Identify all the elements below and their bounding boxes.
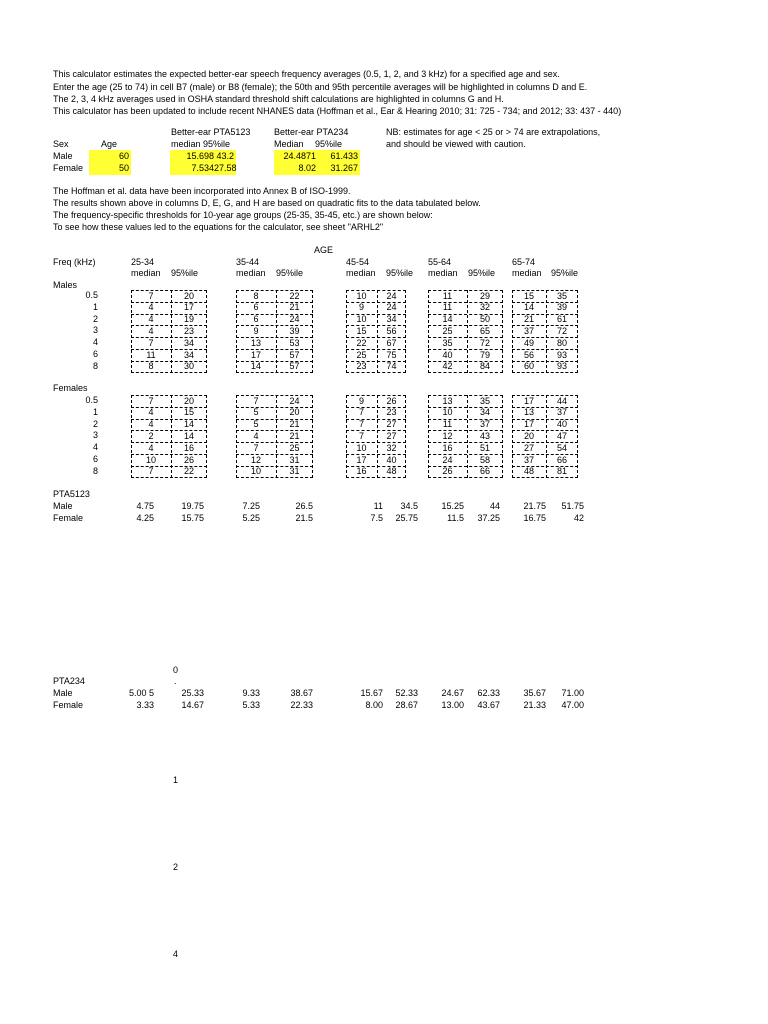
pta234-male-median-value: 35.67: [523, 688, 546, 698]
pct95-cell: 20: [289, 407, 300, 418]
pct95-cell: 24: [386, 290, 397, 301]
median-cell: 14: [523, 302, 534, 313]
median-cell: 13: [442, 395, 453, 406]
median-cell: 8: [253, 290, 259, 301]
pta5123-male-95-value: 44: [489, 501, 500, 511]
median-cell: 9: [358, 302, 364, 313]
pct95-cell: 56: [386, 325, 397, 336]
pct95-cell: 24: [289, 395, 300, 406]
freq-label: 3: [92, 430, 98, 441]
nb-note-2: and should be viewed with caution.: [386, 139, 526, 149]
pct95-cell: 24: [386, 302, 397, 313]
pct95-cell: 34: [183, 349, 194, 360]
median-cell: 6: [253, 314, 259, 325]
median-cell: 37: [523, 454, 534, 465]
freq-label: 1: [92, 301, 98, 312]
median-cell: 10: [356, 442, 367, 453]
pta234-female-median-value: 5.33: [242, 700, 260, 710]
pct95-cell: 14: [183, 419, 194, 430]
age-group-header: 35-44: [236, 257, 260, 267]
sex-label: Sex: [53, 139, 69, 149]
males-label: Males: [53, 280, 78, 290]
pct95-cell: 16: [183, 442, 194, 453]
pct95-cell: 24: [289, 314, 300, 325]
median-cell: 6: [253, 302, 259, 313]
median-cell: 25: [356, 349, 367, 360]
pct95-cell: 47: [556, 430, 567, 441]
pta5123-female-median-value: 16.75: [523, 513, 546, 523]
male-row-label: Male: [53, 151, 73, 161]
pct95-cell: 37: [479, 419, 490, 430]
median-cell: 16: [356, 466, 367, 477]
median-cell: 7: [358, 419, 364, 430]
median-cell: 4: [148, 314, 154, 325]
pta234-header: Better-ear PTA234: [274, 127, 349, 137]
median-cell: 2: [148, 430, 154, 441]
pct95-cell: 34: [479, 407, 490, 418]
freq-header: Freq (kHz): [53, 257, 96, 267]
median-cell: 12: [250, 454, 261, 465]
median-cell: 4: [148, 419, 154, 430]
median-cell: 11: [442, 290, 453, 301]
median-cell: 7: [148, 290, 154, 301]
intro-line-1: This calculator estimates the expected better-ear speech frequency averages (0.5, 1, 2, and 3 kHz) for a specified age and sex.: [53, 69, 560, 79]
median-cell: 17: [356, 454, 367, 465]
freq-label: 8: [92, 360, 98, 371]
median-subheader: median: [512, 268, 542, 278]
intro-line-3: The 2, 3, 4 kHz averages used in OSHA standard threshold shift calculations are highlighted in columns G and H.: [53, 94, 504, 104]
median-subheader: median: [428, 268, 458, 278]
median-subheader: median: [346, 268, 376, 278]
median-cell: 11: [442, 302, 453, 313]
pta234-female-median-value: 3.33: [136, 700, 154, 710]
freq-label: 0.5: [85, 395, 98, 405]
median-cell: 7: [148, 395, 154, 406]
median-cell: 4: [148, 442, 154, 453]
pta5123-male-median-value: 21.75: [523, 501, 546, 511]
pta234-female-95-value: 43.67: [477, 700, 500, 710]
pta5123-male-95-value: 26.5: [295, 501, 313, 511]
notes-line-2: The results shown above in columns D, E, G, and H are based on quadratic fits to the data tabulated below.: [53, 198, 481, 208]
median-cell: 7: [148, 337, 154, 348]
median-cell: 26: [442, 466, 453, 477]
pta5123-female-median-value: 4.25: [136, 513, 154, 523]
age-group-header: 65-74: [512, 257, 536, 267]
pct95-cell: 17: [183, 302, 194, 313]
pct95-cell: 26: [386, 395, 397, 406]
median-cell: 15: [523, 290, 534, 301]
pct95-cell: 57: [289, 349, 300, 360]
pct95-cell: 79: [479, 349, 490, 360]
notes-line-3: The frequency-specific thresholds for 10-year age groups (25-35, 35-45, etc.) are shown below:: [53, 210, 433, 220]
stray-zero: 0: [173, 665, 179, 675]
pct95-cell: 32: [386, 442, 397, 453]
intro-line-2: Enter the age (25 to 74) in cell B7 (male) or B8 (female); the 50th and 95th percentile averages will be highlighted in columns D and E.: [53, 82, 588, 92]
pct95-cell: 26: [183, 454, 194, 465]
median-cell: 12: [442, 430, 453, 441]
male-age-input[interactable]: 60: [118, 151, 129, 161]
pta234-95-header: 95%ile: [315, 139, 343, 149]
pta5123-male-95-value: 51.75: [561, 501, 584, 511]
freq-label: 6: [92, 349, 98, 359]
pct95-cell: 20: [183, 290, 194, 301]
pct95-cell: 44: [556, 395, 567, 406]
age-label: Age: [101, 139, 118, 149]
median-cell: 13: [523, 407, 534, 418]
median-cell: 37: [523, 325, 534, 336]
median-cell: 10: [356, 290, 367, 301]
pta234-male-95-value: 52.33: [395, 688, 418, 698]
pct95-cell: 84: [479, 361, 490, 372]
females-label: Females: [53, 383, 88, 393]
pct95-cell: 14: [183, 430, 194, 441]
median-cell: 7: [148, 466, 154, 477]
pta5123-female-median-value: 7.5: [370, 513, 383, 523]
median-cell: 8: [148, 361, 154, 372]
pta234-median-header: Median: [274, 139, 304, 149]
pct95-cell: 66: [479, 466, 490, 477]
intro-line-4: This calculator has been updated to include recent NHANES data (Hoffman et al., Ear & Hearing 2010; 31: 725 - 734; and 2012; 33: 437 - 440): [53, 106, 622, 116]
pct95-cell: 51: [479, 442, 490, 453]
pct95-cell: 58: [479, 454, 490, 465]
median-cell: 10: [442, 407, 453, 418]
female-age-input[interactable]: 50: [118, 163, 129, 173]
pta234-female-95-value: 47.00: [561, 700, 584, 710]
pta234-male-95-value: 62.33: [477, 688, 500, 698]
median-cell: 35: [442, 337, 453, 348]
pta5123-male-median-value: 15.25: [441, 501, 464, 511]
pta234-male-95-value: 71.00: [561, 688, 584, 698]
pct95-cell: 22: [289, 290, 300, 301]
pct95-cell: 72: [556, 325, 567, 336]
median-cell: 20: [523, 430, 534, 441]
pta234-male-label: Male: [53, 688, 73, 698]
pta234-male-median-value: 15.67: [360, 688, 383, 698]
pct95-cell: 23: [386, 407, 397, 418]
pct95-cell: 23: [183, 325, 194, 336]
median-cell: 14: [250, 361, 261, 372]
pta5123-female-label: Female: [53, 513, 84, 523]
median-cell: 4: [148, 325, 154, 336]
pct95-cell: 74: [386, 361, 397, 372]
median-cell: 24: [442, 454, 453, 465]
median-cell: 21: [523, 314, 534, 325]
pct95-cell: 35: [479, 395, 490, 406]
female-row-label: Female: [53, 163, 84, 173]
freq-label: 3: [92, 325, 98, 336]
pct95-cell: 30: [183, 361, 194, 372]
pct95-cell: 21: [289, 302, 300, 313]
median-cell: 23: [356, 361, 367, 372]
pct95-cell: 43: [479, 430, 490, 441]
median-cell: 9: [358, 395, 364, 406]
stray-dot: .: [174, 676, 177, 686]
pta234-female-95-value: 28.67: [395, 700, 418, 710]
pta234-male-median-value: 9.33: [242, 688, 260, 698]
pct95-cell: 15: [183, 407, 194, 418]
pta5123-female-95-value: 25.75: [395, 513, 418, 523]
median-cell: 11: [146, 349, 156, 360]
male-pta234-95: 61.433: [330, 151, 358, 161]
freq-label: 2: [92, 313, 98, 324]
pta5123-female-median-value: 5.25: [242, 513, 260, 523]
pta234-male-median-value: 24.67: [441, 688, 464, 698]
pct95-cell: 65: [479, 325, 490, 336]
pct95-cell: 34: [386, 314, 397, 325]
age-group-header: 25-34: [131, 257, 155, 267]
freq-label: 0.5: [85, 290, 98, 300]
median-cell: 13: [250, 337, 261, 348]
median-cell: 7: [358, 407, 364, 418]
median-cell: 60: [523, 361, 534, 372]
pta234-male-95-value: 38.67: [290, 688, 313, 698]
pta5123-female-95-value: 15.75: [181, 513, 204, 523]
pta5123-male-median-value: 11: [373, 501, 383, 511]
pta234-female-median-value: 13.00: [441, 700, 464, 710]
median-cell: 56: [523, 349, 534, 360]
median-subheader: median: [131, 268, 161, 278]
pct95-subheader: 95%ile: [551, 268, 579, 278]
freq-label: 6: [92, 454, 98, 464]
pct95-subheader: 95%ile: [276, 268, 304, 278]
pta5123-female-median-value: 11.5: [447, 513, 464, 523]
pta5123-male-label: Male: [53, 501, 73, 511]
pct95-cell: 57: [289, 361, 300, 372]
pta234-female-95-value: 22.33: [290, 700, 313, 710]
pct95-cell: 75: [386, 349, 397, 360]
pta234-female-label: Female: [53, 700, 84, 710]
pta234-female-median-value: 21.33: [523, 700, 546, 710]
pct95-cell: 19: [183, 314, 194, 325]
median-cell: 48: [523, 466, 534, 477]
pct95-cell: 39: [289, 325, 300, 336]
pct95-cell: 67: [386, 337, 397, 348]
age-header: AGE: [314, 245, 334, 255]
pct95-cell: 31: [289, 454, 300, 465]
pct95-cell: 27: [386, 430, 397, 441]
pta234-female-median-value: 8.00: [365, 700, 383, 710]
pta5123-male-median-value: 7.25: [242, 501, 260, 511]
pct95-cell: 53: [289, 337, 300, 348]
pct95-cell: 34: [183, 337, 194, 348]
pct95-cell: 21: [289, 430, 300, 441]
male-pta234-median: 24.4871: [283, 151, 316, 161]
median-cell: 4: [148, 407, 154, 418]
median-cell: 10: [145, 454, 156, 465]
freq-label: 2: [92, 418, 98, 429]
median-subheader: median: [236, 268, 266, 278]
female-pta234-median: 8.02: [298, 163, 316, 173]
pct95-cell: 27: [386, 419, 397, 430]
pct95-cell: 48: [386, 466, 397, 477]
freq-label: 1: [92, 406, 98, 417]
pct95-cell: 80: [556, 337, 567, 348]
pta234-female-95-value: 14.67: [181, 700, 204, 710]
median-cell: 22: [356, 337, 367, 348]
pct95-cell: 39: [556, 302, 567, 313]
pta5123-header: Better-ear PTA5123: [171, 127, 251, 137]
pct95-subheader: 95%ile: [171, 268, 199, 278]
median-cell: 42: [442, 361, 453, 372]
pta5123-title: PTA5123: [53, 489, 90, 499]
median-cell: 14: [442, 314, 453, 325]
median-cell: 15: [356, 325, 367, 336]
pct95-cell: 54: [556, 442, 567, 453]
notes-line-1: The Hoffman et al. data have been incorporated into Annex B of ISO-1999.: [53, 186, 351, 196]
median-cell: 16: [442, 442, 453, 453]
pct95-cell: 21: [289, 419, 300, 430]
median-cell: 7: [253, 442, 259, 453]
pct95-cell: 35: [556, 290, 567, 301]
median-cell: 5: [253, 419, 259, 430]
pct95-cell: 29: [479, 290, 490, 301]
pct95-cell: 93: [556, 349, 567, 360]
pct95-subheader: 95%ile: [386, 268, 414, 278]
median-cell: 40: [442, 349, 453, 360]
pta234-male-median-value: 5.00 5: [128, 688, 154, 698]
male-pta5123-95: 43.2: [216, 151, 234, 161]
pct95-cell: 72: [479, 337, 490, 348]
male-pta5123-median: 15.698: [186, 151, 214, 161]
pta5123-subheader: median 95%ile: [171, 139, 231, 149]
median-cell: 5: [253, 407, 259, 418]
median-cell: 7: [358, 430, 364, 441]
pct95-cell: 40: [556, 419, 567, 430]
pct95-cell: 40: [386, 454, 397, 465]
freq-label: 4: [92, 442, 98, 453]
median-cell: 49: [523, 337, 534, 348]
notes-line-4: To see how these values led to the equations for the calculator, see sheet "ARHL2": [53, 222, 384, 232]
median-cell: 9: [253, 325, 259, 336]
stray-two: 2: [173, 862, 179, 872]
median-cell: 11: [442, 419, 453, 430]
pct95-cell: 31: [289, 466, 300, 477]
median-cell: 4: [148, 302, 154, 313]
median-cell: 25: [442, 325, 453, 336]
pta5123-female-95-value: 42: [573, 513, 584, 523]
pta234-title: PTA234: [53, 676, 85, 686]
age-group-header: 55-64: [428, 257, 452, 267]
pct95-cell: 81: [556, 466, 567, 477]
pct95-cell: 22: [183, 466, 194, 477]
pta5123-male-median-value: 4.75: [136, 501, 154, 511]
median-cell: 27: [523, 442, 534, 453]
median-cell: 7: [253, 395, 259, 406]
median-cell: 4: [253, 430, 259, 441]
freq-label: 4: [92, 337, 98, 348]
median-cell: 17: [523, 395, 534, 406]
pta234-male-95-value: 25.33: [181, 688, 204, 698]
pct95-cell: 25: [289, 442, 300, 453]
female-pta5123-95: 27.58: [214, 163, 237, 173]
female-pta234-95: 31.267: [330, 163, 358, 173]
pta5123-female-95-value: 37.25: [477, 513, 500, 523]
age-group-header: 45-54: [346, 257, 370, 267]
stray-four: 4: [173, 949, 179, 959]
pta5123-male-95-value: 34.5: [400, 501, 418, 511]
median-cell: 17: [523, 419, 534, 430]
pct95-cell: 32: [479, 302, 490, 313]
pct95-cell: 50: [479, 314, 490, 325]
nb-note-1: NB: estimates for age < 25 or > 74 are extrapolations,: [386, 127, 601, 137]
pct95-subheader: 95%ile: [468, 268, 496, 278]
stray-one: 1: [173, 775, 179, 785]
median-cell: 10: [356, 314, 367, 325]
pta5123-male-95-value: 19.75: [181, 501, 204, 511]
median-cell: 10: [250, 466, 261, 477]
pct95-cell: 93: [556, 361, 567, 372]
female-pta5123-median: 7.534: [191, 163, 214, 173]
median-cell: 17: [250, 349, 261, 360]
pct95-cell: 66: [556, 454, 567, 465]
pct95-cell: 20: [183, 395, 194, 406]
pct95-cell: 61: [556, 314, 567, 325]
pct95-cell: 37: [556, 407, 567, 418]
pta5123-female-95-value: 21.5: [295, 513, 313, 523]
freq-label: 8: [92, 465, 98, 476]
